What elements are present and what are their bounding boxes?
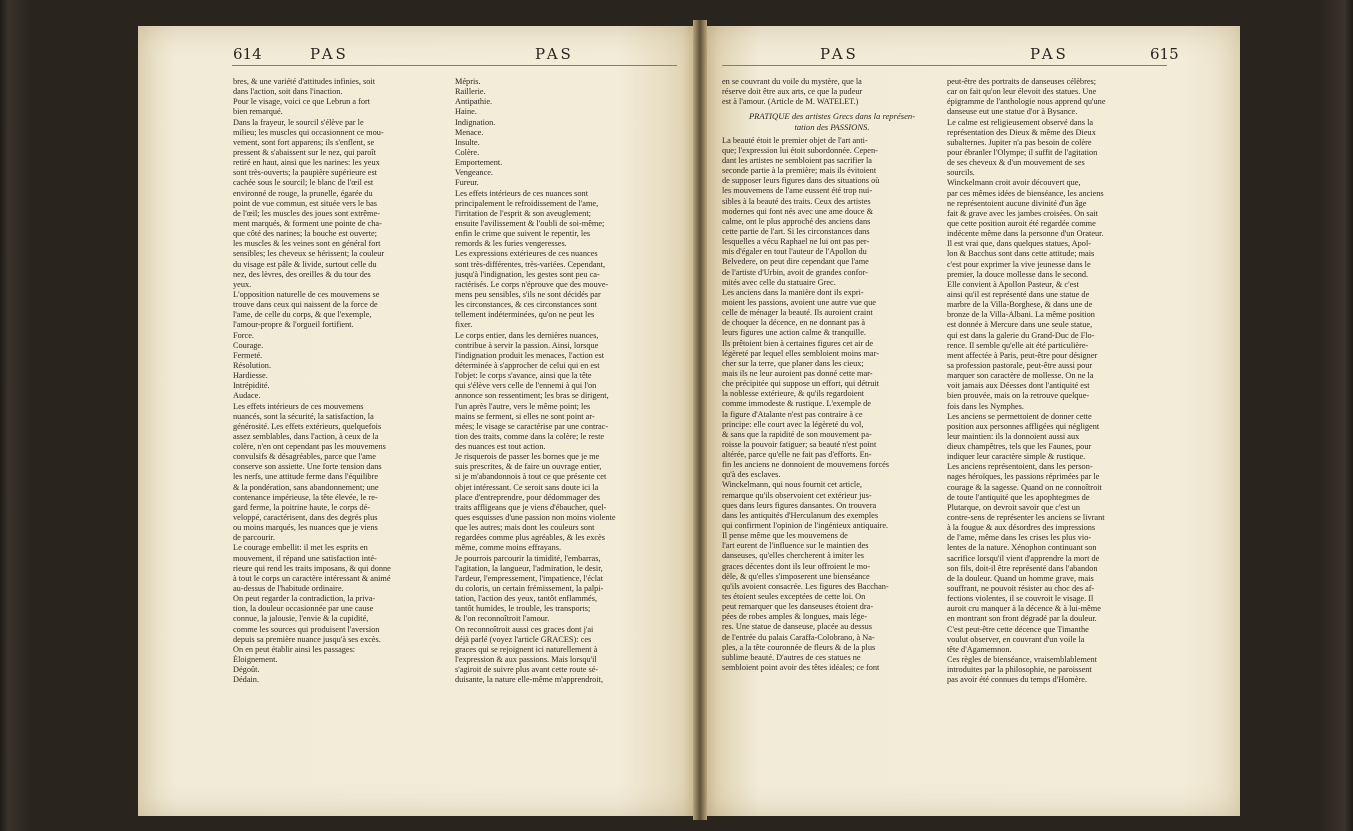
text-line: Colère. [455, 147, 480, 157]
text-line: ainsi qu'il est représenté dans une statue de [947, 289, 1090, 299]
text-line: yeux. [233, 279, 252, 289]
text-line: les mouvemens de l'ame eussent été trop nui- [722, 186, 873, 196]
text-line: l'ardeur, l'empressement, l'impatience, l'éclat [455, 573, 604, 583]
text-line: Intrépidité. [233, 381, 270, 391]
text-line: sa profession pastorale, peut-être aussi pour [947, 360, 1093, 370]
text-line: l'expression & aux passions. Mais lorsqu'il [455, 655, 597, 665]
text-line: Elle convient à Apollon Pasteur, & c'est [947, 279, 1079, 289]
text-line: s'agiroit de suivre plus avant cette route sé- [455, 665, 599, 675]
text-line: en montrant son front dégradé par la douleur. [947, 614, 1097, 624]
text-line: che précipitée qui suppose un effort, qui détruit [722, 379, 879, 389]
text-line: & l'on reconnoîtroit l'amour. [455, 614, 550, 624]
text-line: Raillerie. [455, 87, 486, 97]
text-line: lon & Bacchus sont dans cette attitude; mais [947, 249, 1095, 259]
text-line: pas avoir été connues du temps d'Homère. [947, 675, 1087, 685]
text-line: bronze de la Villa-Albani. La même position [947, 310, 1095, 320]
text-line: de l'entrée du palais Caraffa-Colobrano, à Na- [722, 632, 875, 642]
right-column-2 [947, 77, 1167, 685]
text-line: pour ébranler l'Olympe; il suffit de l'agitation [947, 147, 1098, 157]
text-line: cachée sous le sourcil; le blanc de l'œil est [233, 178, 374, 188]
text-line: tantôt humides, le trouble, les transports; [455, 604, 591, 614]
text-line: lesquelles a vécu Raphael ne lui ont pas per- [722, 237, 870, 247]
text-line: l'ame, de celle du corps, & que l'exemple, [233, 310, 372, 320]
text-line: tion des traits, comme dans la colère; le reste [455, 431, 605, 441]
text-line: fin les anciens ne donnoient de mouvemens forcés [722, 460, 890, 470]
text-line: épigramme de l'anthologie nous apprend qu'une [947, 97, 1106, 107]
text-line: comme les sources qui produisent l'aversion [233, 624, 380, 634]
text-line: regardées comme plus agréables, & les excès [455, 533, 605, 543]
text-line: sont très-ouverts; la paupière supérieure est [233, 168, 377, 178]
text-line: jusqu'à l'indignation, les gestes sont peu ca- [455, 269, 600, 279]
text-line: trouve dans ceux qui naissent de la force de [233, 300, 378, 310]
text-line: connue, la jalousie, l'envie & la cupidité, [233, 614, 369, 624]
text-line: sacrifice lorsqu'il vient d'apprendre la mort de [947, 553, 1100, 563]
text-line: peut remarquer que les danseuses étoient dra- [722, 602, 874, 612]
right-page-number: 615 [1150, 45, 1179, 63]
text-line: tête d'Agamemnon. [947, 644, 1012, 654]
text-line: Ces règles de bienséance, vraisemblablement [947, 655, 1097, 665]
text-line: Je risquerois de passer les bornes que je me [455, 452, 600, 462]
text-line: retiré en haut, ainsi que les narines: les yeux [233, 158, 380, 168]
text-line: nuancés, sont la sécurité, la satisfaction, la [233, 411, 374, 421]
text-line: point de vue commun, est située vers le bas [233, 198, 378, 208]
text-line: Mépris. [455, 77, 481, 86]
text-line: sont très-différentes, très-variées. Cependant, [455, 259, 606, 269]
text-line: Les effets intérieurs de ces mouvemens [233, 401, 364, 411]
text-line: depuis sa première nuance jusqu'à ses excès. [233, 634, 381, 644]
text-line: de l'ame, même dans les crises les plus vio- [947, 533, 1092, 543]
text-line: l'indignation produit les menaces, l'action est [455, 350, 605, 360]
text-line: sensibles; les cheveux se hérissent; la couleur [233, 249, 385, 259]
text-line: milieu; les muscles qui occasionnent ce mou- [233, 127, 384, 137]
left-header-2: PAS [535, 45, 574, 63]
text-line: l'agitation, la langueur, l'admiration, le desir, [455, 563, 603, 573]
text-line: Ils prêtoient bien à certaines figures cet air de [722, 338, 874, 348]
text-line: Winckelmann croit avoir découvert que, [947, 178, 1081, 188]
left-column-1 [233, 77, 448, 685]
text-line: tation, l'action des yeux, tantôt enflammés, [455, 594, 598, 604]
text-line: enfin le crime que suivent le repentir, les [455, 229, 591, 239]
text-line: mens peu sensibles, s'ils ne sont décidés par [455, 289, 601, 299]
text-line: tation des PASSIONS. [794, 121, 870, 132]
text-line: ou moins marqués, les nuances que je viens [233, 523, 378, 533]
text-line: ques dans leurs figures dansantes. On trouvera [722, 500, 877, 510]
text-line: modernes qui font nés avec une ame douce & [722, 206, 874, 216]
text-line: Emportement. [455, 158, 503, 168]
text-line: souffrant, ne pouvoit résister au choc des af- [947, 584, 1095, 594]
text-line: Antipathie. [455, 97, 493, 107]
text-line: assez semblables, dans l'action, à ceux de la [233, 431, 379, 441]
text-line: Fermeté. [233, 350, 263, 360]
text-line: objet intéressant. Ce seroit sans doute ici la [455, 482, 599, 492]
text-line: Le courage embellit: il met les esprits en [233, 543, 368, 553]
text-line: place d'entreprendre, pour dédommager des [455, 492, 601, 502]
text-line: par ces mêmes idées de bienséance, les anciens [947, 188, 1104, 198]
text-line: On reconnoîtroit aussi ces graces dont j'ai [455, 624, 594, 634]
text-line: Les anciens représentoient, dans les person- [947, 462, 1093, 472]
text-line: que; l'expression lui étoit subordonnée. Cepen- [722, 145, 878, 155]
text-line: son fils, doit-il être représenté dans l'abandon [947, 563, 1098, 573]
text-line: Les anciens dans la manière dont ils expri- [722, 287, 864, 297]
text-line: & sans que la rapidité de son mouvement pa- [722, 429, 872, 439]
text-line: l'objet: le corps s'avance, ainsi que la tête [455, 371, 592, 381]
text-line: traits affligeans que je viens d'ébaucher, quel- [455, 502, 607, 512]
right-column-1 [722, 77, 942, 673]
text-line: roisse la pouvoir fatiguer; sa beauté n'est point [722, 439, 877, 449]
text-line: des nuances est tout action. [455, 442, 546, 452]
text-line: annonce son ressentiment; les bras se dirigent, [455, 391, 609, 401]
text-line: que les autres; mais dont les couleurs sont [455, 523, 595, 533]
text-line: pées de robes amples & longues, mais lége- [722, 612, 868, 622]
text-line: Force. [233, 330, 254, 340]
text-line: de choquer la décence, en ne donnant pas à [722, 318, 866, 328]
right-header-rule [722, 65, 1167, 66]
text-line: fections violentes, il se couvroit le visage. Il [947, 594, 1094, 604]
text-line: la noblesse extérieure, & qu'ils regardoient [722, 389, 865, 399]
text-line: tion, la douleur occasionnée par une cause [233, 604, 374, 614]
text-line: Hardiesse. [233, 371, 268, 381]
text-line: ment affectée à Paris, peut-être pour désigner [947, 350, 1098, 360]
text-line: la figure d'Atalante n'est pas contraire à ce [722, 409, 863, 419]
text-line: On peut regarder la contradiction, la priva- [233, 594, 376, 604]
text-line: dans les antiquités d'Herculanum des exemples [722, 510, 879, 520]
text-line: celle de ménager la beauté. Ils auroient craint [722, 308, 873, 318]
text-line: mités avec celle du statuaire Grec. [722, 277, 836, 287]
text-line: mis d'égaler en tout l'auteur de l'Apollon du [722, 247, 867, 257]
text-line: voit jamais aux Déesses dont l'antiquité est [947, 381, 1090, 391]
text-line: Dans la frayeur, le sourcil s'élève par le [233, 117, 364, 127]
text-line: ment marqués, & forment une pointe de cha- [233, 218, 382, 228]
text-line: de ses cheveux & d'un mouvement de ses [947, 158, 1085, 168]
text-line: Belvedere, on peut dire cependant que l'ame [722, 257, 869, 267]
text-line: l'un après l'autre, vers le même point; les [455, 401, 591, 411]
text-line: subalternes. Jupiter n'a pas besoin de colère [947, 137, 1092, 147]
left-header-rule [232, 65, 677, 66]
text-line: graces décentes dont ils leur offroient le mo- [722, 561, 870, 571]
left-header-1: PAS [310, 45, 349, 63]
text-line: bien prouvée, mais on la retrouve quelque- [947, 391, 1090, 401]
text-line: est donnée à Mercure dans une seule statue, [947, 320, 1093, 330]
text-line: Dégoût. [233, 665, 260, 675]
text-line: fixer. [455, 320, 473, 330]
text-line: Indignation. [455, 117, 496, 127]
right-column-1-body [722, 136, 942, 673]
text-line: ne représentoient aucune divinité d'un âge [947, 198, 1087, 208]
text-line: PRATIQUE des artistes Grecs dans la représen- [748, 111, 916, 122]
text-line: rieure qui rend les traits imposans, & qui donne [233, 563, 391, 573]
text-line: Il pense même que les mouvemens de [722, 531, 848, 541]
text-line: graces qui se rejoignent ici naturellement à [455, 644, 598, 654]
text-line: sourcils. [947, 168, 975, 178]
text-line: Audace. [233, 391, 261, 401]
text-line: contre-sens de représenter les anciens se livrant [947, 513, 1105, 523]
right-column-1-intro [722, 77, 942, 107]
text-line: déterminée à s'approcher de celui qui en est [455, 360, 600, 370]
text-line: duisante, la nature elle-même m'apprendroit, [455, 675, 604, 685]
text-line: auroit cru manquer à la décence & à lui-même [947, 604, 1101, 614]
text-line: indiquer leur caractère simple & rustique. [947, 452, 1086, 462]
text-line: vement, sont fort apparens; ils s'enflent, se [233, 137, 375, 147]
text-line: les nerfs, une attitude ferme dans l'équilibre [233, 472, 379, 482]
text-line: Haine. [455, 107, 477, 117]
text-line: Fureur. [455, 178, 479, 188]
text-line: en se couvrant du voile du mystère, que la [722, 77, 862, 86]
text-line: si je m'abandonnois à tout ce que présente cet [455, 472, 607, 482]
left-column-2 [455, 77, 673, 685]
text-line: de l'artiste d'Urbin, avoit de grandes confor- [722, 267, 868, 277]
text-line: générosité. Les effets extérieurs, quelquefois [233, 421, 382, 431]
text-line: du coloris, un certain frémissement, la palpi- [455, 584, 604, 594]
text-line: bien remarqué. [233, 107, 283, 117]
text-line: res. Une statue de danseuse, placée au dessus [722, 622, 872, 632]
text-line: Il est vrai que, dans quelques statues, Apol- [947, 239, 1092, 249]
text-line: lentes de la nature. Xénophon continuant son [947, 543, 1097, 553]
text-line: ensuite l'avilissement & l'oubli de soi-même; [455, 218, 605, 228]
text-line: marbre de la Villa-Borghese, & dans une de [947, 300, 1093, 310]
text-line: principe: elle court avec la légèreté du vol, [722, 419, 864, 429]
text-line: Les anciens se permettoient de donner cette [947, 411, 1092, 421]
text-line: Insulte. [455, 137, 480, 147]
section-heading [722, 111, 942, 131]
text-line: l'art eurent de l'influence sur le maintien des [722, 541, 869, 551]
text-line: altérée, parce qu'elle ne fait pas d'efforts. En- [722, 450, 872, 460]
text-line: tellement indéterminées, qu'on ne peut les [455, 310, 595, 320]
text-line: de la douleur. Quand un homme grave, mais [947, 573, 1094, 583]
right-header-2: PAS [1030, 45, 1069, 63]
text-line: Winckelmann, qui nous fournit cet article, [722, 480, 862, 490]
text-line: rence. Il semble qu'elle ait été particulière- [947, 340, 1089, 350]
text-line: réserve doit être aux arts, ce que la pudeur [722, 87, 863, 97]
text-line: position aux personnes affligées qui négligent [947, 421, 1100, 431]
text-line: colère, n'en ont cependant pas les mouvemens [233, 442, 386, 452]
text-line: voulut observer, en couvrant d'un voile la [947, 634, 1085, 644]
text-line: l'amour-propre & l'orgueil fortifient. [233, 320, 354, 330]
text-line: Dédain. [233, 675, 260, 685]
text-line: remarque qu'ils observoient cet extérieur jus- [722, 490, 872, 500]
text-line: leurs figures une action calme & tranquille. [722, 328, 866, 338]
text-line: C'est peut-être cette décence que Timanthe [947, 624, 1089, 634]
text-line: légèreté par lequel elles sembloient moins mar- [722, 348, 879, 358]
text-line: déjà parlé (voyez l'article GRACES): ces [455, 634, 592, 644]
text-line: veloppé, caractérisent, dans des degrés plus [233, 513, 378, 523]
text-line: marquer son caractère de mollesse. On ne la [947, 371, 1094, 381]
text-line: principalement le refroidissement de l'ame, [455, 198, 599, 208]
text-line: gard ferme, la poitrine haute, le corps dé- [233, 502, 371, 512]
right-header-1: PAS [820, 45, 859, 63]
text-line: qu'à des esclaves. [722, 470, 781, 480]
text-line: conserve son assiette. Une forte tension dans [233, 462, 382, 472]
text-line: les muscles & les veines sont en général fort [233, 239, 381, 249]
text-line: introduites par la philosophie, ne paroissent [947, 665, 1092, 675]
text-line: Résolution. [233, 360, 272, 370]
text-line: moient les passions, avoient une autre vue que [722, 297, 876, 307]
text-line: contenance impérieuse, la tête élevée, le re- [233, 492, 378, 502]
text-line: à tout le corps un caractère intéressant & animé [233, 573, 391, 583]
text-line: danseuse eut une statue d'or à Bysance. [947, 107, 1078, 117]
book-gutter [693, 20, 707, 820]
text-line: tes étoient seules exceptées de cette loi. On [722, 592, 866, 602]
text-line: Plutarque, on devroit savoir que c'est un [947, 502, 1081, 512]
text-line: qui confirment l'opinion de l'ingénieux antiquaire. [722, 521, 889, 531]
text-line: Éloignement. [233, 655, 278, 665]
text-line: Les effets intérieurs de ces nuances sont [455, 188, 589, 198]
text-line: suis prescrites, & de faire un ouvrage entier, [455, 462, 602, 472]
text-line: qui s'élève vers celle de l'ennemi à qui l'on [455, 381, 597, 391]
text-line: cher sur la terre, que planer dans les cieux; [722, 358, 864, 368]
text-line: danseuses, qu'elles chercherent à imiter les [722, 551, 865, 561]
text-line: Pour le visage, voici ce que Lebrun a fort [233, 97, 371, 107]
text-line: de supposer leurs figures dans des situations où [722, 176, 880, 186]
text-line: environné de rouge, la prunelle, égarée du [233, 188, 373, 198]
text-line: que cette position auroit été regardée comme [947, 218, 1096, 228]
text-line: calme, ont le plus approché des anciens dans [722, 216, 871, 226]
text-line: de toute l'antiquité que les apophtegmes de [947, 492, 1090, 502]
text-line: même, comme moins effrayans. [455, 543, 562, 553]
text-line: nages héroïques, les passions réprimées par le [947, 472, 1100, 482]
text-line: Je pourrois parcourir la timidité, l'embarras, [455, 553, 601, 563]
text-line: convulsifs & désagréables, parce que l'ame [233, 452, 376, 462]
text-line: mées; le visage se caractérise par une contrac- [455, 421, 609, 431]
text-line: comme immodeste & rustique. L'exemple de [722, 399, 871, 409]
text-line: de parcourir. [233, 533, 275, 543]
text-line: ractérisés. Le corps n'éprouve que des mouve- [455, 279, 609, 289]
text-line: bres, & une variété d'attitudes infinies, soit [233, 77, 376, 86]
text-line: On en peut établir ainsi les passages: [233, 644, 356, 654]
text-line: car on fait qu'on leur élevoit des statues. Une [947, 87, 1097, 97]
text-line: L'opposition naturelle de ces mouvemens se [233, 289, 380, 299]
left-page-number: 614 [233, 45, 262, 63]
text-line: sublime beauté. D'autres de ces statues ne [722, 652, 861, 662]
text-line: indécente même dans la personne d'un Orateur. [947, 229, 1104, 239]
text-line: représentation des Dieux & même des Dieux [947, 127, 1096, 137]
text-line: est à l'amour. (Article de M. WATELET.) [722, 97, 859, 107]
text-line: c'est pour exprimer la vive jeunesse dans le [947, 259, 1091, 269]
text-line: pressent & s'abaissent sur le nez, qui paroît [233, 147, 376, 157]
text-line: à la fougue & aux désordres des impressions [947, 523, 1096, 533]
text-line: les circonstances, & ces circonstances sont [455, 300, 597, 310]
text-line: mais ils ne leur auroient pas donné cette mar- [722, 368, 873, 378]
text-line: de l'œil; les muscles des joues sont extrême- [233, 208, 380, 218]
text-line: mains se ferment, si elles ne sont point ar- [455, 411, 595, 421]
text-line: dant les artistes ne sembloient pas sacrifier la [722, 155, 872, 165]
text-line: Menace. [455, 127, 484, 137]
text-line: contribue à servir la passion. Ainsi, lorsque [455, 340, 599, 350]
text-line: dans l'action, soit dans l'inaction. [233, 87, 343, 97]
text-line: seconde partie à la première; mais ils évitoient [722, 166, 877, 176]
text-line: dèle, & qu'elles s'imposerent une bienséance [722, 571, 870, 581]
text-line: cette partie de l'art. Si les circonstances dans [722, 226, 870, 236]
text-line: Le corps entier, dans les dernières nuances, [455, 330, 599, 340]
text-line: l'irritation de l'esprit & son aveuglement; [455, 208, 591, 218]
text-line: dieux champêtres, tels que les Faunes, pour [947, 442, 1092, 452]
text-line: fait & grave avec les jambes croisées. On sait [947, 208, 1098, 218]
text-line: Vengeance. [455, 168, 494, 178]
text-line: courage & la sagesse. Quand on ne connoîtroit [947, 482, 1102, 492]
text-line: que côté des narines; la bouche est ouverte; [233, 229, 377, 239]
text-line: fois dans les Nymphes. [947, 401, 1024, 411]
text-line: ques esquisses d'une passion non moins violente [455, 513, 616, 523]
text-line: du visage est pâle & livide, surtout celle du [233, 259, 377, 269]
text-line: ples, a la tête couronnée de fleurs & de la plus [722, 642, 876, 652]
text-line: Les expressions extérieures de ces nuances [455, 249, 598, 259]
text-line: au-dessus de l'habitude ordinaire. [233, 584, 344, 594]
text-line: mouvement, il répand une satisfaction inté- [233, 553, 377, 563]
text-line: sembloient point avoir des têtes idéales; ce font [722, 663, 880, 673]
text-line: & la pondération, sans abandonnement; une [233, 482, 379, 492]
text-line: Le calme est religieusement observé dans la [947, 117, 1094, 127]
text-line: remords & les furies vengeresses. [455, 239, 567, 249]
text-line: Courage. [233, 340, 264, 350]
text-line: peut-être des portraits de danseuses célèbres; [947, 77, 1097, 86]
text-line: La beauté étoit le premier objet de l'art anti- [722, 135, 868, 145]
text-line: leur maintien: ils la donnoient aussi aux [947, 431, 1080, 441]
text-line: sibles à la beauté des traits. Ceux des artistes [722, 196, 871, 206]
text-line: nez, des lèvres, des oreilles & du tour des [233, 269, 371, 279]
text-line: premier, la douce mollesse dans le second. [947, 269, 1089, 279]
text-line: qui est dans la galerie du Grand-Duc de Flo- [947, 330, 1095, 340]
text-line: qu'ils avoient consacrée. Les figures des Bacchan- [722, 581, 889, 591]
